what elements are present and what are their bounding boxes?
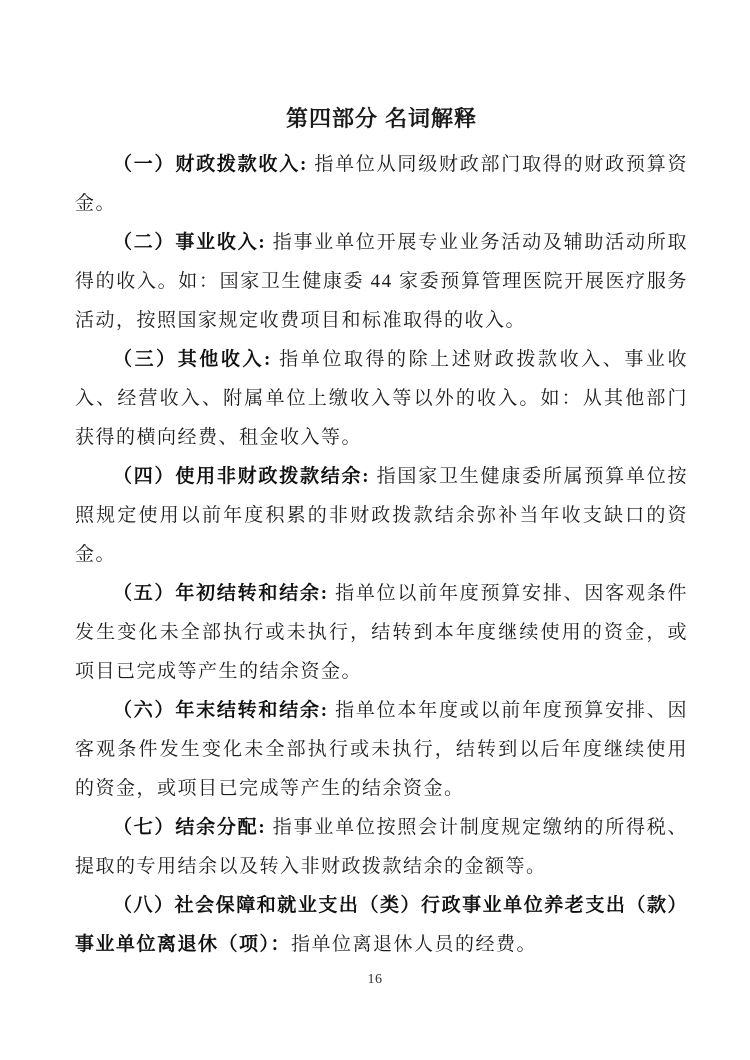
definition-text: 指单位以前年度预算安排、因客观条件发生变化未全部执行或未执行，结转到本年度继续使用的资金，或项目已完成等产生的结余资金。 bbox=[75, 583, 688, 682]
definition-text: 指单位离退休人员的经费。 bbox=[291, 934, 538, 955]
definition-paragraph bbox=[75, 457, 688, 574]
term-label: （五）年初结转和结余: bbox=[113, 583, 329, 604]
definition-text: 指国家卫生健康委所属预算单位按照规定使用以前年度积累的非财政拨款结余弥补当年收支缺口的资金。 bbox=[75, 466, 688, 565]
term-label: （四）使用非财政拨款结余: bbox=[113, 466, 371, 487]
term-label: （二）事业收入: bbox=[113, 232, 267, 253]
term-label: （一）财政拨款收入: bbox=[113, 154, 308, 175]
term-label: （八）社会保障和就业支出（类）行政事业单位养老支出（款）事业单位离退休（项）： bbox=[75, 895, 688, 955]
definition-paragraph bbox=[75, 808, 688, 886]
definition-paragraph bbox=[75, 574, 688, 691]
definition-text: 指事业单位按照会计制度规定缴纳的所得税、提取的专用结余以及转入非财政拨款结余的金额等。 bbox=[75, 817, 688, 877]
definition-text: 指单位本年度或以前年度预算安排、因客观条件发生变化未全部执行或未执行，结转到以后年度继续使用的资金，或项目已完成等产生的结余资金。 bbox=[75, 700, 688, 799]
definition-text: 指单位取得的除上述财政拨款收入、事业收入、经营收入、附属单位上缴收入等以外的收入。如：从其他部门获得的横向经费、租金收入等。 bbox=[75, 349, 688, 448]
definition-paragraph bbox=[75, 340, 688, 457]
definition-paragraph bbox=[75, 223, 688, 340]
term-label: （七）结余分配: bbox=[113, 817, 267, 838]
definition-text: 指事业单位开展专业业务活动及辅助活动所取得的收入。如：国家卫生健康委 44 家委预算管理医院开展医疗服务活动，按照国家规定收费项目和标准取得的收入。 bbox=[75, 232, 688, 331]
definition-paragraph bbox=[75, 145, 688, 223]
definition-text: 指单位从同级财政部门取得的财政预算资金。 bbox=[75, 154, 688, 214]
page-title: 第四部分 名词解释 bbox=[285, 106, 478, 131]
definition-paragraph bbox=[75, 691, 688, 808]
page-number: 16 bbox=[367, 972, 383, 987]
definition-paragraph bbox=[75, 886, 688, 964]
term-label: （三）其他收入: bbox=[113, 349, 272, 370]
term-label: （六）年末结转和结余: bbox=[113, 700, 329, 721]
document-body bbox=[75, 145, 688, 964]
